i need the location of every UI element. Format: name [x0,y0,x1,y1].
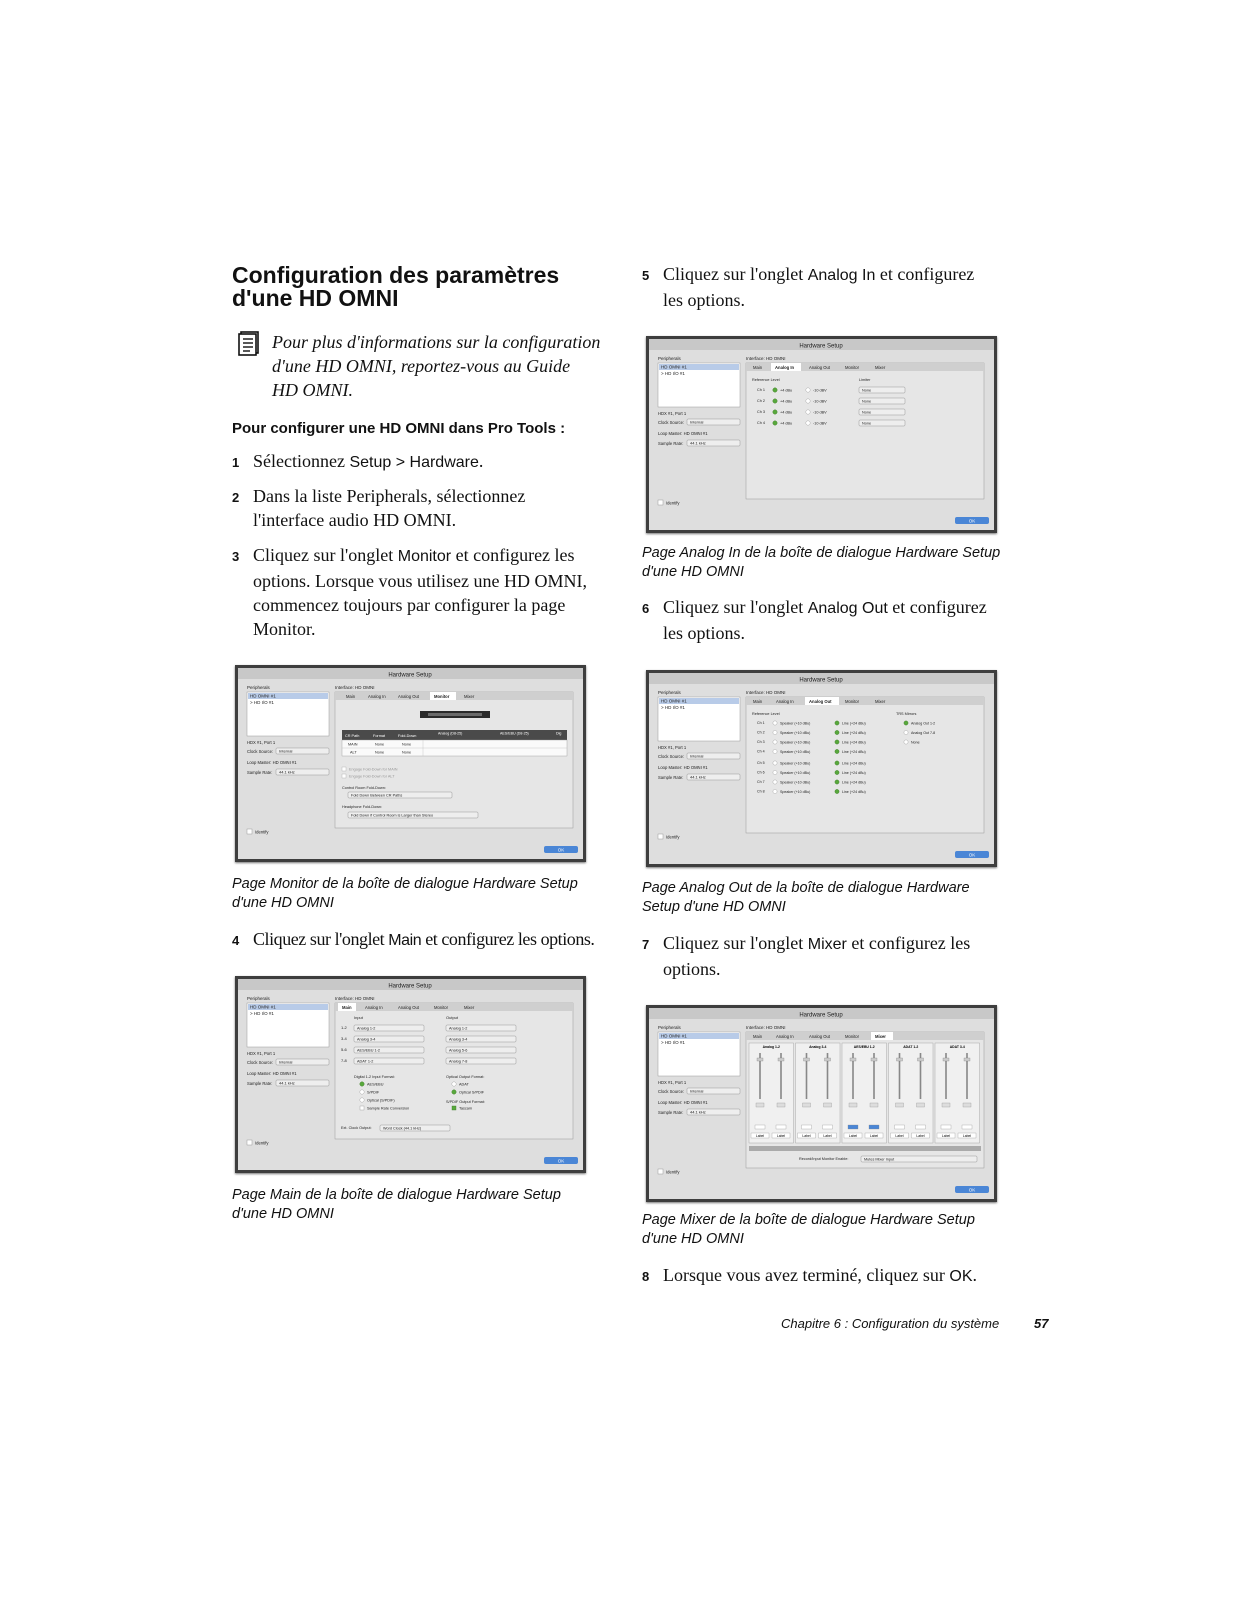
caption-main: Page Main de la boîte de dialogue Hardware Setup d'une HD OMNI [232,1187,561,1222]
svg-text:AES/EBU: AES/EBU [367,1082,384,1087]
svg-text:+4 dBu: +4 dBu [780,388,793,393]
svg-text:Record/Input Monitor Enable:: Record/Input Monitor Enable: [799,1157,849,1161]
hp-button[interactable] [848,1125,858,1129]
svg-text:OK: OK [968,518,976,524]
hp-button[interactable] [755,1125,765,1129]
svg-text:5-6: 5-6 [341,1047,347,1052]
mixer-group-name: ADAT 3-4 [949,1045,965,1049]
fader-knob[interactable] [897,1058,903,1061]
svg-text:Fold Down Between CR Paths: Fold Down Between CR Paths [351,793,403,798]
svg-text:Optical S/PDIF: Optical S/PDIF [459,1090,485,1095]
fader-knob[interactable] [918,1058,924,1061]
svg-text:Ext. Clock Output:: Ext. Clock Output: [341,1126,372,1130]
mixer-dialog-screenshot [646,1005,997,1202]
svg-text:OK: OK [968,1187,976,1193]
svg-text:Analog 5-6: Analog 5-6 [449,1048,468,1053]
svg-text:Output: Output [446,1015,459,1020]
svg-text:Reference Level: Reference Level [752,712,780,716]
channel-label: Label [916,1134,925,1138]
step-6: 6 Cliquez sur l'onglet Analog Out et configurez les options. [642,597,987,643]
svg-text:None: None [375,742,385,747]
svg-text:Ch 5: Ch 5 [757,761,765,765]
svg-text:ALT: ALT [350,750,357,755]
channel-label: Label [776,1134,786,1138]
hp-button[interactable] [941,1125,951,1129]
svg-text:Identify: Identify [255,1140,269,1146]
mute-button[interactable] [942,1103,950,1107]
svg-text:Fold-Down: Fold-Down [398,734,417,738]
svg-text:HDX #1, Port 1: HDX #1, Port 1 [247,740,276,745]
svg-text:Analog 1-2: Analog 1-2 [357,1026,376,1031]
svg-text:Analog In: Analog In [776,1034,794,1039]
svg-text:Mixer: Mixer [875,365,886,370]
page-number: 57 [1034,1316,1049,1331]
svg-text:Ch 2: Ch 2 [757,730,765,735]
svg-text:S/PDIF: S/PDIF [367,1090,380,1095]
svg-text:None: None [862,410,872,415]
svg-text:Analog Out: Analog Out [398,694,419,699]
svg-text:Speaker (+10 dBu): Speaker (+10 dBu) [780,790,811,794]
channel-label: Label [895,1134,904,1138]
svg-text:Fold Down if Control Room is L: Fold Down if Control Room is Larger than Stereo [351,813,434,818]
svg-text:44.1 kHz: 44.1 kHz [279,1080,295,1086]
svg-text:Interface: HD OMNI: Interface: HD OMNI [746,690,786,695]
note-text: Pour plus d'informations sur la configuration d'une HD OMNI, reportez-vous au Guide HD OMNI. [272,332,601,400]
mute-button[interactable] [917,1103,925,1107]
mixer-group-name: Analog 1-2 [762,1045,780,1049]
channel-label: Label [802,1134,811,1138]
mute-button[interactable] [963,1103,971,1107]
svg-text:Analog In: Analog In [776,699,794,704]
svg-text:Loop Master: HD OMNI #1: Loop Master: HD OMNI #1 [247,1071,297,1076]
svg-text:> HD I/O #1: > HD I/O #1 [661,371,685,376]
svg-text:Dig: Dig [556,731,562,736]
svg-text:-10 dBV: -10 dBV [813,421,827,426]
svg-text:Clock Source:: Clock Source: [658,420,685,425]
channel-label: Label [755,1134,765,1138]
svg-text:Peripherals: Peripherals [658,356,681,361]
svg-text:AES/EBU 1-2: AES/EBU 1-2 [357,1048,381,1053]
svg-text:Analog 3-4: Analog 3-4 [449,1037,468,1042]
svg-text:HDX #1, Port 1: HDX #1, Port 1 [658,1080,687,1085]
mute-button[interactable] [896,1103,904,1107]
svg-text:Mixer: Mixer [875,1034,886,1039]
svg-text:Mixer: Mixer [875,699,886,704]
svg-text:Loop Master: HD OMNI #1: Loop Master: HD OMNI #1 [658,1100,708,1105]
svg-text:Analog Out 7-8: Analog Out 7-8 [911,731,936,735]
svg-text:+4 dBu: +4 dBu [780,410,793,415]
svg-text:Ch 1: Ch 1 [757,721,765,725]
svg-text:None: None [862,399,872,404]
svg-text:Analog Out: Analog Out [398,1005,419,1010]
svg-text:HDX #1, Port 1: HDX #1, Port 1 [658,745,687,750]
svg-text:Ch 4: Ch 4 [757,749,765,754]
step-8: 8 Lorsque vous avez terminé, cliquez sur OK. [642,1265,978,1285]
svg-text:Line (+24 dBu): Line (+24 dBu) [842,750,866,754]
svg-text:Line (+24 dBu): Line (+24 dBu) [842,761,866,766]
svg-text:Clock Source:: Clock Source: [247,1060,274,1065]
svg-text:Limiter: Limiter [859,378,871,382]
svg-text:OK: OK [557,1158,565,1164]
fader-knob[interactable] [850,1058,856,1061]
svg-text:> HD I/O #1: > HD I/O #1 [250,1011,274,1016]
svg-text:ADAT: ADAT [459,1082,469,1087]
svg-text:Internal: Internal [279,748,293,754]
channel-label: Label [823,1134,832,1138]
svg-text:Main: Main [753,1034,763,1039]
svg-text:Main: Main [753,699,763,704]
svg-text:Line (+24 dBu): Line (+24 dBu) [842,771,866,775]
svg-text:Monitor: Monitor [845,365,859,370]
fader-knob[interactable] [778,1058,784,1061]
svg-text:Ch 1: Ch 1 [757,388,766,392]
channel-label: Label [848,1134,858,1138]
svg-text:Mixer: Mixer [464,1005,475,1010]
svg-text:Internal: Internal [690,753,704,759]
svg-text:Clock Source:: Clock Source: [658,1089,685,1094]
svg-text:Internal: Internal [690,419,704,425]
svg-text:Sample Rate:: Sample Rate: [247,1081,273,1086]
svg-text:HDX #1, Port 1: HDX #1, Port 1 [658,411,687,416]
svg-text:Main: Main [346,694,356,699]
svg-text:> HD I/O #1: > HD I/O #1 [661,705,685,710]
svg-text:HD OMNI #1: HD OMNI #1 [250,693,276,699]
hp-button[interactable] [916,1125,926,1129]
svg-text:Speaker (+10 dBu): Speaker (+10 dBu) [780,721,811,726]
hp-button[interactable] [802,1125,812,1129]
book-icon [238,330,262,356]
svg-text:Interface: HD OMNI: Interface: HD OMNI [746,1025,786,1030]
svg-text:Analog Out: Analog Out [809,1034,830,1039]
page-title: Configuration des paramètres d'une HD OMNI [232,262,560,311]
svg-text:Sample Rate:: Sample Rate: [658,775,684,780]
svg-text:-10 dBV: -10 dBV [813,399,827,404]
svg-text:Ch 3: Ch 3 [757,740,765,744]
hp-button[interactable] [962,1125,972,1129]
svg-text:Sample Rate:: Sample Rate: [658,1110,684,1115]
procedure-title: Pour configurer une HD OMNI dans Pro Tools : [232,420,566,437]
caption-analog-out: Page Analog Out de la boîte de dialogue Hardware Setup d'une HD OMNI [642,880,970,915]
channel-label: Label [962,1134,972,1138]
svg-text:Engage Fold-Down for ALT: Engage Fold-Down for ALT [349,774,395,779]
svg-text:Monitor: Monitor [845,1034,859,1039]
svg-text:HD OMNI #1: HD OMNI #1 [661,364,687,370]
mute-button[interactable] [756,1103,764,1107]
svg-text:None: None [911,740,920,745]
caption-monitor: Page Monitor de la boîte de dialogue Hardware Setup d'une HD OMNI [232,876,578,911]
svg-text:Monitor: Monitor [845,699,859,704]
svg-text:Hardware Setup: Hardware Setup [799,343,843,350]
mute-button[interactable] [777,1103,785,1107]
svg-text:Speaker (+10 dBu): Speaker (+10 dBu) [780,740,811,745]
svg-text:1-2: 1-2 [341,1025,347,1030]
svg-text:Reference Level: Reference Level [752,378,780,382]
svg-text:Analog Out: Analog Out [809,365,830,370]
svg-text:None: None [402,742,412,747]
fader-knob[interactable] [943,1058,949,1061]
svg-text:Sample Rate:: Sample Rate: [247,770,273,775]
svg-text:CR Path: CR Path [345,734,360,738]
svg-text:Identify: Identify [666,834,680,840]
fader-knob[interactable] [825,1058,831,1061]
mute-button[interactable] [824,1103,832,1107]
mute-button[interactable] [849,1103,857,1107]
svg-text:Analog 7-8: Analog 7-8 [449,1059,468,1064]
svg-text:Clock Source:: Clock Source: [658,754,685,759]
svg-text:Internal: Internal [279,1059,293,1065]
svg-text:Speaker (+10 dBu): Speaker (+10 dBu) [780,761,811,766]
svg-text:> HD I/O #1: > HD I/O #1 [250,700,274,705]
svg-text:Monitor: Monitor [434,1005,448,1010]
svg-text:3-4: 3-4 [341,1036,347,1041]
svg-text:Line (+24 dBu): Line (+24 dBu) [842,721,866,726]
svg-text:Analog Out 1-2: Analog Out 1-2 [911,721,936,726]
svg-text:Sample Rate Conversion: Sample Rate Conversion [367,1106,410,1111]
mute-button[interactable] [870,1103,878,1107]
mixer-strips [749,1043,980,1143]
svg-text:Speaker (+10 dBu): Speaker (+10 dBu) [780,780,811,785]
svg-text:Interface: HD OMNI: Interface: HD OMNI [746,356,786,361]
fader-knob[interactable] [804,1058,810,1061]
svg-text:Internal: Internal [690,1088,704,1094]
svg-text:44.1 kHz: 44.1 kHz [279,769,295,775]
svg-text:Analog In: Analog In [775,365,795,370]
step-4: 4 Cliquez sur l'onglet Main et configurez les options. [232,929,595,949]
analog-in-dialog-screenshot [646,336,997,533]
dialog-title: Hardware Setup [388,672,432,679]
hp-button[interactable] [823,1125,833,1129]
svg-text:HD OMNI #1: HD OMNI #1 [250,1004,276,1010]
svg-text:Main: Main [753,365,763,370]
svg-text:Speaker (+10 dBu): Speaker (+10 dBu) [780,771,811,775]
svg-text:Analog In: Analog In [365,1005,383,1010]
svg-text:Line (+24 dBu): Line (+24 dBu) [842,790,866,794]
svg-text:Optical (S/PDIF): Optical (S/PDIF) [367,1098,395,1103]
svg-text:Identify: Identify [666,500,680,506]
svg-text:OK: OK [557,847,565,853]
step-3: 3 Cliquez sur l'onglet Monitor et configurez les options. Lorsque vous utilisez une HD OMNI, commencez toujours par configurer la page Monitor. [232,545,587,639]
svg-text:Analog 1-2: Analog 1-2 [449,1026,468,1031]
svg-text:Interface: HD OMNI: Interface: HD OMNI [335,685,375,690]
svg-text:Mutes Mixer Input: Mutes Mixer Input [864,1157,895,1162]
svg-text:None: None [862,421,872,426]
svg-text:Ch 6: Ch 6 [757,770,765,775]
svg-text:Tascam: Tascam [459,1106,473,1111]
mixer-group-name: Analog 3-4 [809,1045,827,1049]
hp-button[interactable] [895,1125,905,1129]
svg-text:Digital 1-2 Input Format:: Digital 1-2 Input Format: [354,1075,395,1079]
svg-text:44.1 kHz: 44.1 kHz [690,1109,706,1115]
svg-text:Ch 2: Ch 2 [757,399,766,403]
svg-text:+4 dBu: +4 dBu [780,421,793,426]
hp-button[interactable] [869,1125,879,1129]
footer-chapter: Chapitre 6 : Configuration du système [781,1316,1000,1331]
svg-text:Clock Source:: Clock Source: [247,749,274,754]
svg-text:-10 dBV: -10 dBV [813,388,827,393]
svg-text:Peripherals: Peripherals [658,690,681,695]
svg-text:Control Room Fold-Down:: Control Room Fold-Down: [342,786,386,790]
svg-text:7-8: 7-8 [341,1058,347,1063]
svg-text:HD OMNI #1: HD OMNI #1 [661,698,687,704]
svg-text:S/PDIF Output Format:: S/PDIF Output Format: [446,1100,485,1104]
svg-text:Input: Input [354,1015,363,1020]
svg-text:Ch 4: Ch 4 [757,421,766,425]
svg-text:Sample Rate:: Sample Rate: [658,441,684,446]
step-7: 7 Cliquez sur l'onglet Mixer et configurez les options. [642,933,971,979]
svg-text:Analog (D8-25): Analog (D8-25) [438,731,463,736]
svg-text:HDX #1, Port 1: HDX #1, Port 1 [247,1051,276,1056]
svg-text:Peripherals: Peripherals [658,1025,681,1030]
caption-analog-in: Page Analog In de la boîte de dialogue Hardware Setup d'une HD OMNI [642,545,1001,580]
svg-text:Analog 3-4: Analog 3-4 [357,1037,376,1042]
svg-text:Ch 8: Ch 8 [757,789,765,794]
svg-text:Hardware Setup: Hardware Setup [799,1012,843,1019]
svg-text:Monitor: Monitor [434,694,450,699]
svg-text:44.1 kHz: 44.1 kHz [690,774,706,780]
svg-text:+4 dBu: +4 dBu [780,399,793,404]
monitor-dialog-screenshot [235,665,586,862]
svg-text:MAIN: MAIN [348,742,358,747]
svg-text:Analog Out: Analog Out [809,699,832,704]
svg-text:None: None [402,750,412,755]
svg-text:Main: Main [342,1005,352,1010]
peripherals-label: Peripherals [247,685,270,690]
svg-text:Line (+24 dBu): Line (+24 dBu) [842,740,866,745]
svg-text:Identify: Identify [255,829,269,835]
svg-text:Ch 3: Ch 3 [757,410,766,414]
svg-text:OK: OK [968,852,976,858]
step-1: 1 Sélectionnez Setup > Hardware. [232,451,484,471]
svg-text:Ch 7: Ch 7 [757,780,765,784]
svg-text:Engage Fold-Down for MAIN: Engage Fold-Down for MAIN [349,767,398,772]
caption-mixer: Page Mixer de la boîte de dialogue Hardware Setup d'une HD OMNI [642,1212,975,1247]
svg-text:Speaker (+10 dBu): Speaker (+10 dBu) [780,750,811,754]
svg-text:Speaker (+10 dBu): Speaker (+10 dBu) [780,731,811,735]
svg-text:Hardware Setup: Hardware Setup [799,677,843,684]
step-5: 5 Cliquez sur l'onglet Analog In et configurez les options. [642,264,975,310]
step-2: 2 Dans la liste Peripherals, sélectionnez l'interface audio HD OMNI. [232,486,526,530]
channel-label: Label [941,1134,951,1138]
svg-text:Loop Master: HD OMNI #1: Loop Master: HD OMNI #1 [658,431,708,436]
svg-text:Headphone Fold-Down:: Headphone Fold-Down: [342,805,383,809]
svg-text:44.1 kHz: 44.1 kHz [690,440,706,446]
svg-text:Mixer: Mixer [464,694,475,699]
analog-out-dialog-screenshot [646,670,997,867]
svg-text:Loop Master: HD OMNI #1: Loop Master: HD OMNI #1 [658,765,708,770]
mute-button[interactable] [803,1103,811,1107]
svg-text:Line (+24 dBu): Line (+24 dBu) [842,780,866,785]
svg-text:Line (+24 dBu): Line (+24 dBu) [842,731,866,735]
channel-label: Label [869,1134,879,1138]
fader-knob[interactable] [871,1058,877,1061]
fader-knob[interactable] [964,1058,970,1061]
svg-text:> HD I/O #1: > HD I/O #1 [661,1040,685,1045]
svg-text:-10 dBV: -10 dBV [813,410,827,415]
svg-text:Loop Master: HD OMNI #1: Loop Master: HD OMNI #1 [247,760,297,765]
mixer-group-name: AES/EBU 1-2 [853,1045,875,1049]
svg-text:Identify: Identify [666,1169,680,1175]
svg-text:Peripherals: Peripherals [247,996,270,1001]
fader-knob[interactable] [757,1058,763,1061]
svg-text:ADAT 1-2: ADAT 1-2 [357,1059,374,1064]
svg-text:Format: Format [373,734,386,738]
mixer-group-name: ADAT 1-2 [903,1045,919,1049]
hp-button[interactable] [776,1125,786,1129]
svg-text:Hardware Setup: Hardware Setup [388,983,432,990]
svg-text:Interface: HD OMNI: Interface: HD OMNI [335,996,375,1001]
svg-text:None: None [375,750,385,755]
svg-text:Analog In: Analog In [368,694,386,699]
svg-text:Optical Output Format:: Optical Output Format: [446,1075,485,1079]
svg-text:HD OMNI #1: HD OMNI #1 [661,1033,687,1039]
svg-text:Word Clock (44.1 kHz): Word Clock (44.1 kHz) [383,1126,422,1131]
svg-text:TRS Mirrors: TRS Mirrors [896,712,917,716]
svg-text:None: None [862,388,872,393]
svg-text:AES/EBU (D8-25): AES/EBU (D8-25) [500,731,529,736]
main-dialog-screenshot [235,976,586,1173]
